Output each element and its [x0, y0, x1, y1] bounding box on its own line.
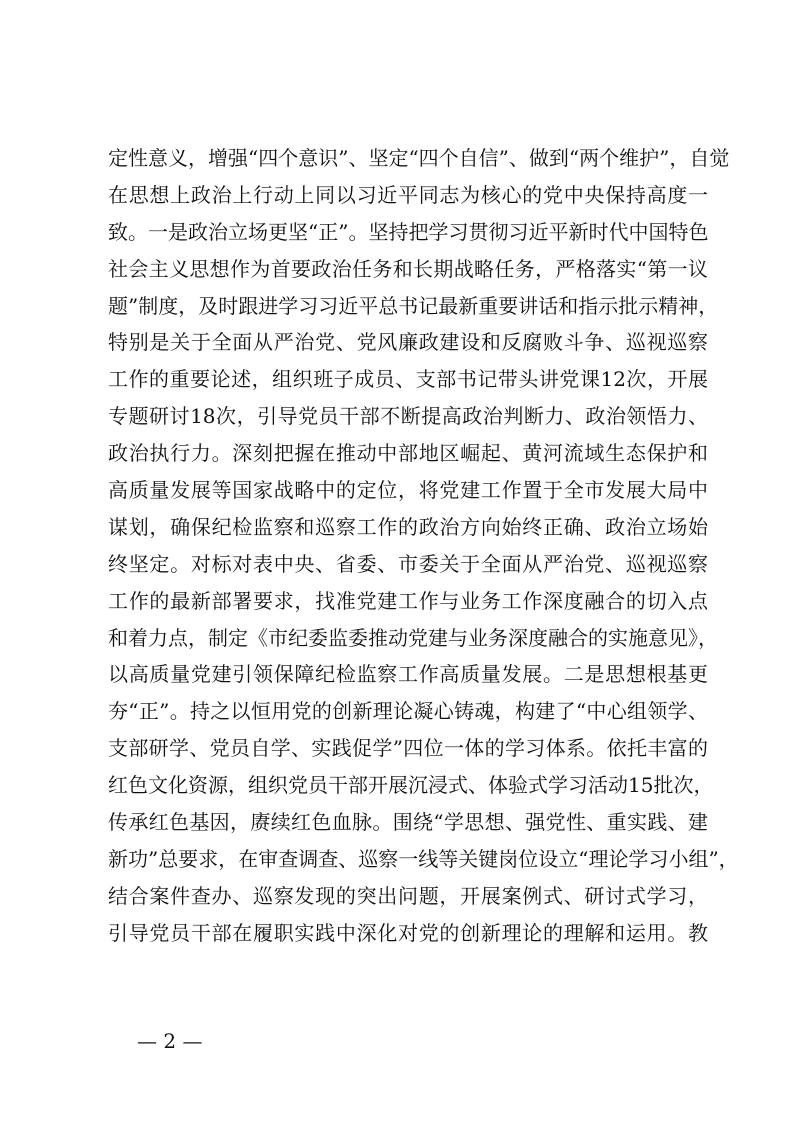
text-line: 工作的重要论述，组织班子成员、支部书记带头讲党课12次，开展: [108, 367, 708, 392]
text-line: 在思想上政治上行动上同以习近平同志为核心的党中央保持高度一: [108, 182, 708, 207]
text-line: 专题研讨18次，引导党员干部不断提高政治判断力、政治领悟力、: [108, 404, 708, 429]
text-line: 结合案件查办、巡察发现的突出问题，开展案例式、研讨式学习，: [108, 883, 708, 908]
text-line: 和着力点，制定《市纪委监委推动党建与业务深度融合的实施意见》，: [108, 625, 718, 650]
text-line: 谋划，确保纪检监察和巡察工作的政治方向始终正确、政治立场始: [108, 514, 708, 539]
text-line: 致。一是政治立场更坚“正”。坚持把学习贯彻习近平新时代中国特色: [108, 219, 709, 244]
body-text: [108, 140, 739, 952]
text-line: 题”制度，及时跟进学习习近平总书记最新重要讲话和指示批示精神，: [108, 293, 719, 318]
text-line: 夯“正”。持之以恒用党的创新理论凝心铸魂，构建了“中心组领学、: [108, 699, 708, 724]
text-line: 工作的最新部署要求，找准党建工作与业务工作深度融合的切入点: [108, 588, 708, 613]
text-line: 以高质量党建引领保障纪检监察工作高质量发展。二是思想根基更: [108, 662, 708, 687]
text-line: 终坚定。对标对表中央、省委、市委关于全面从严治党、巡视巡察: [108, 551, 708, 576]
text-line: 传承红色基因，赓续红色血脉。围绕“学思想、强党性、重实践、建: [108, 810, 708, 835]
text-line: 支部研学、党员自学、实践促学”四位一体的学习体系。依托丰富的: [108, 736, 708, 761]
text-line: 引导党员干部在履职实践中深化对党的创新理论的理解和运用。教: [108, 920, 708, 945]
page-number: — 2 —: [137, 1029, 203, 1053]
text-line: 政治执行力。深刻把握在推动中部地区崛起、黄河流域生态保护和: [108, 441, 708, 466]
text-line: 高质量发展等国家战略中的定位，将党建工作置于全市发展大局中: [108, 478, 708, 503]
text-line: 新功”总要求，在审查调查、巡察一线等关键岗位设立“理论学习小组”，: [108, 846, 739, 871]
text-line: 定性意义，增强“四个意识”、坚定“四个自信”、做到“两个维护”，自觉: [108, 146, 730, 170]
text-line: 特别是关于全面从严治党、党风廉政建设和反腐败斗争、巡视巡察: [108, 330, 708, 355]
text-line: 红色文化资源，组织党员干部开展沉浸式、体验式学习活动15批次，: [108, 773, 714, 798]
text-line: 社会主义思想作为首要政治任务和长期战略任务，严格落实“第一议: [108, 256, 708, 281]
